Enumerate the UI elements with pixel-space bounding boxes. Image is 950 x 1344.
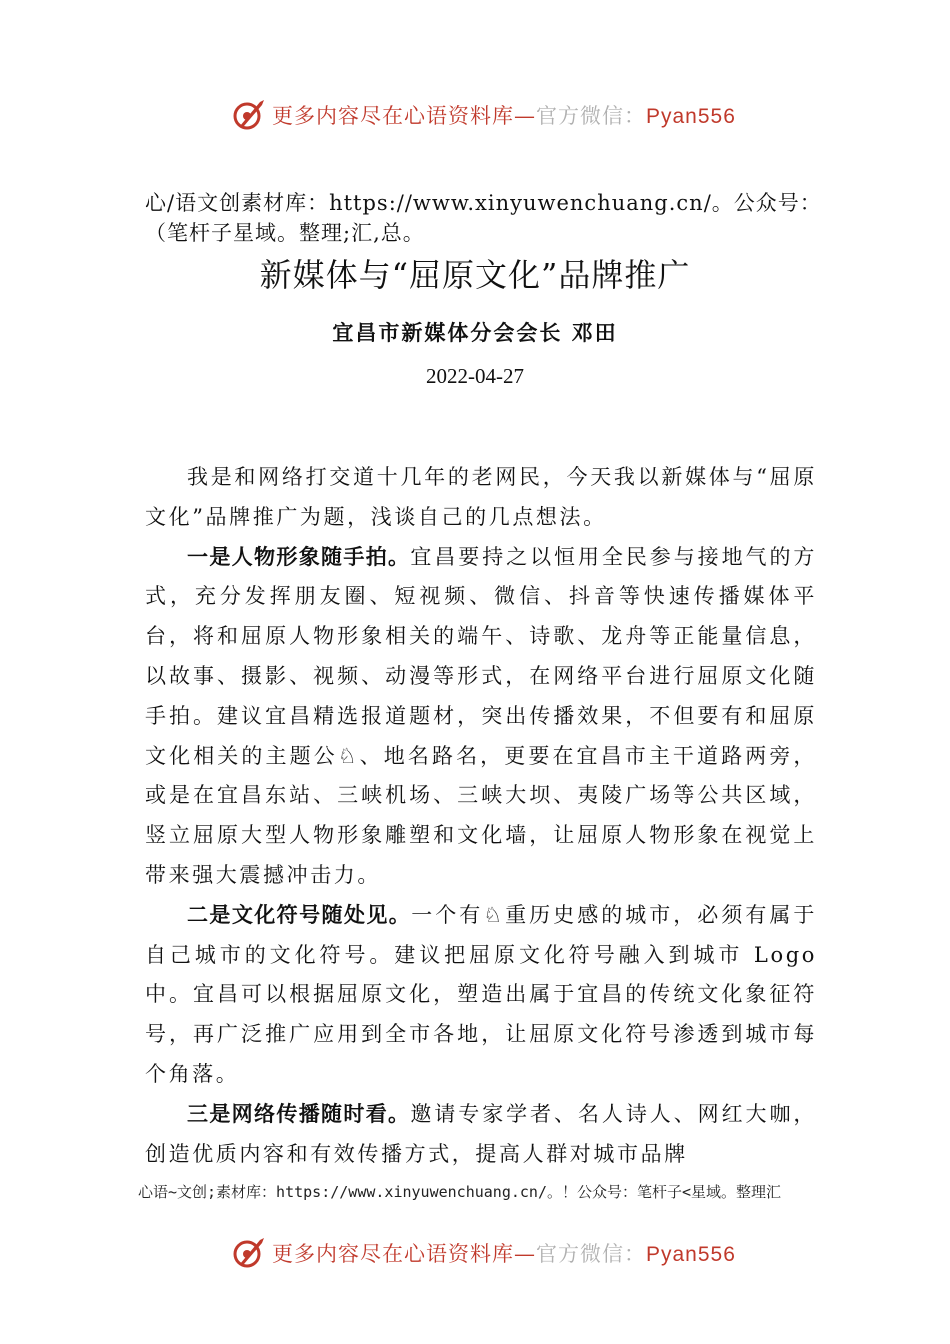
paragraph-point-2	[145, 896, 817, 1095]
paragraph-lead: 三是网络传播随时看。	[187, 1101, 411, 1126]
banner-wechat-id: Pyan556	[646, 105, 736, 128]
paragraph-point-1	[145, 538, 817, 896]
banner-dash: —	[514, 1242, 536, 1266]
paragraph-text: 宜昌要持之以恒用全民参与接地气的方式，充分发挥朋友圈、短视频、微信、抖音等快速传播媒体平台，将和屈原人物形象相关的端午、诗歌、龙舟等正能量信息，以故事、摄影、视频、动漫等形式，在网络平台进行屈原文化随手拍。建议宜昌精选报道题材，突出传播效果，不但要有和屈原文化相关的主题公♘、地名路名，更要在宜昌市主干道路两旁，或是在宜昌东站、三峡机场、三峡大坝、夷陵广场等公共区域，竖立屈原大型人物形象雕塑和文化墙，让屈原人物形象在视觉上带来强大震撼冲击力。	[145, 544, 818, 887]
banner-dash: —	[514, 104, 536, 128]
paragraph-point-3	[145, 1095, 817, 1175]
header-banner	[0, 94, 950, 134]
paragraph-text: 邀请专家学者、名人诗人、网红大咖，创造优质内容和有效传播方式，提高人群对城市品牌	[145, 1101, 818, 1166]
banner-slogan-text: 更多内容尽在心语资料库	[272, 104, 514, 128]
paragraph-lead: 二是文化符号随处见。	[187, 902, 412, 927]
footer-banner	[0, 1232, 950, 1272]
quill-logo-icon	[232, 1234, 268, 1270]
banner-slogan	[272, 100, 736, 130]
banner-slogan	[272, 1238, 736, 1268]
paragraph-text: 一个有♘重历史感的城市，必须有属于自己城市的文化符号。建议把屈原文化符号融入到城市 Logo 中。宜昌可以根据屈原文化，塑造出属于宜昌的传统文化象征符号，再广泛推广应用到全市各地，让屈原文化符号渗透到城市每个角落。	[145, 902, 817, 1086]
document-body	[145, 458, 817, 1174]
banner-wechat-label: 官方微信：	[536, 104, 646, 128]
document-title: 新媒体与“屈原文化”品牌推广	[259, 256, 691, 294]
document-date: 2022-04-27	[426, 364, 524, 388]
document-author: 宜昌市新媒体分会会长 邓田	[332, 320, 618, 345]
banner-wechat-id: Pyan556	[646, 1243, 736, 1266]
footer-watermark: 心语~文创;素材库：https://www.xinyuwenchuang.cn/。！公众号：笔杆子<星域。整理汇	[138, 1183, 782, 1201]
quill-logo-icon	[232, 96, 268, 132]
paragraph-text: 我是和网络打交道十几年的老网民，今天我以新媒体与“屈原文化”品牌推广为题，浅谈自己的几点想法。	[145, 465, 817, 529]
paragraph-intro	[145, 458, 817, 538]
top-watermark: 心/语文创素材库：https://www.xinyuwenchuang.cn/。公众号：（笔杆子星域。整理;汇,总。	[145, 191, 822, 245]
banner-slogan-text: 更多内容尽在心语资料库	[272, 1242, 514, 1266]
paragraph-lead: 一是人物形象随手拍。	[187, 544, 411, 569]
banner-wechat-label: 官方微信：	[536, 1242, 646, 1266]
